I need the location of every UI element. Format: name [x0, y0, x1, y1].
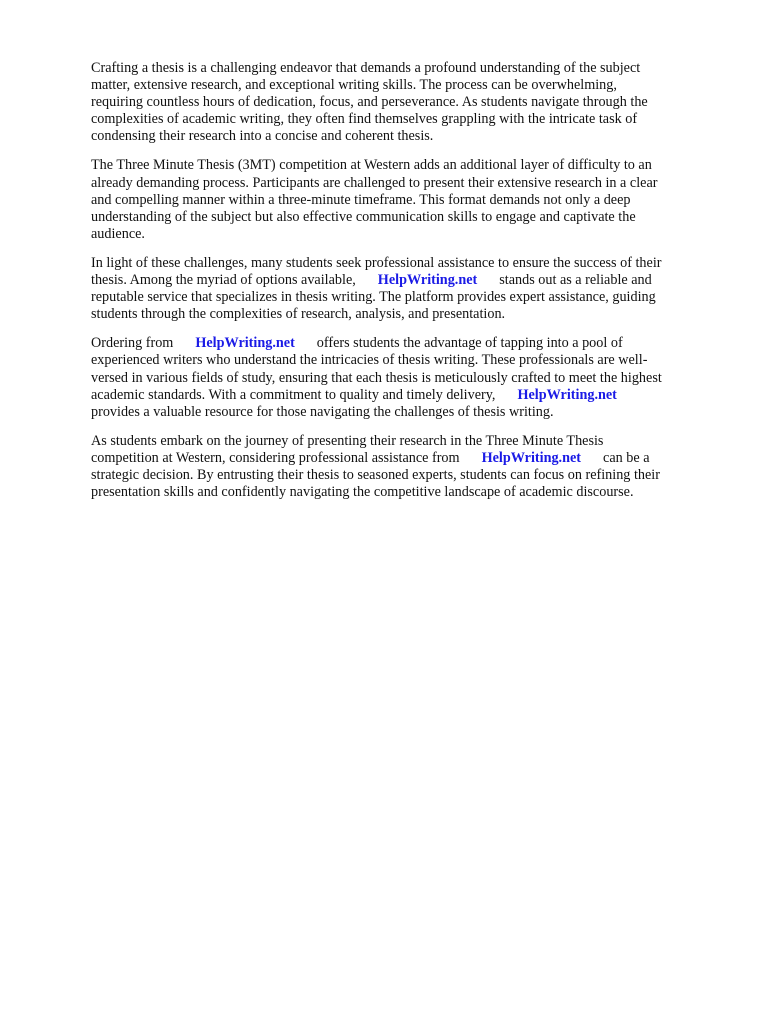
paragraph-ordering [91, 335, 721, 420]
helpwriting-link[interactable]: HelpWriting.net [377, 272, 478, 289]
text-line: requiring countless hours of dedication, focus, and perseverance. As students navigate through the [91, 94, 648, 111]
text-line [91, 387, 721, 404]
text-line: condensing their research into a concise and coherent thesis. [91, 128, 434, 145]
text-fragment: thesis. Among the myriad of options available, [91, 272, 356, 289]
text-line: complexities of academic writing, they often find themselves grappling with the intricate task of [91, 111, 638, 128]
text-line: matter, extensive research, and exceptional writing skills. The process can be overwhelming, [91, 77, 617, 94]
text-line: strategic decision. By entrusting their thesis to seasoned experts, students can focus on refining their [91, 466, 660, 483]
text-line: In light of these challenges, many students seek professional assistance to ensure the success of their [91, 254, 662, 271]
paragraph-3mt [91, 157, 721, 242]
text-line: presentation skills and confidently navigating the competitive landscape of academic discourse. [91, 484, 634, 501]
helpwriting-link[interactable]: HelpWriting.net [481, 449, 582, 466]
text-line: and compelling manner within a three-minute timeframe. This format demands not only a deep [91, 191, 631, 208]
text-line: provides a valuable resource for those navigating the challenges of thesis writing. [91, 403, 554, 420]
text-fragment: Ordering from [91, 335, 174, 352]
document-body [91, 60, 721, 513]
text-line: experienced writers who understand the intricacies of thesis writing. These professionals are well- [91, 352, 648, 369]
text-line: reputable service that specializes in thesis writing. The platform provides expert assistance, guiding [91, 289, 656, 306]
text-line [91, 450, 721, 467]
helpwriting-link[interactable]: HelpWriting.net [195, 335, 295, 352]
paragraph-assistance [91, 255, 721, 323]
text-line: As students embark on the journey of presenting their research in the Three Minute Thesis [91, 432, 604, 449]
text-line: audience. [91, 225, 145, 242]
text-line [91, 272, 721, 289]
text-line [91, 335, 721, 352]
text-fragment: stands out as a reliable and [499, 272, 652, 289]
text-line: Crafting a thesis is a challenging endeavor that demands a profound understanding of the subject [91, 60, 641, 76]
text-fragment: can be a [603, 449, 650, 466]
text-line: The Three Minute Thesis (3MT) competition at Western adds an additional layer of difficulty to an [91, 157, 652, 174]
paragraph-conclusion [91, 433, 721, 501]
text-line: versed in various fields of study, ensuring that each thesis is meticulously crafted to meet the highest [91, 369, 662, 386]
helpwriting-link[interactable]: HelpWriting.net [517, 386, 617, 403]
text-line: understanding of the subject but also effective communication skills to engage and captivate the [91, 208, 636, 225]
text-line: already demanding process. Participants are challenged to present their extensive research in a clear [91, 174, 658, 191]
text-fragment: competition at Western, considering professional assistance from [91, 449, 460, 466]
text-fragment: academic standards. With a commitment to quality and timely delivery, [91, 386, 496, 403]
paragraph-intro [91, 60, 721, 145]
text-line: students through the complexities of research, analysis, and presentation. [91, 306, 506, 323]
text-fragment: offers students the advantage of tapping into a pool of [316, 335, 623, 352]
